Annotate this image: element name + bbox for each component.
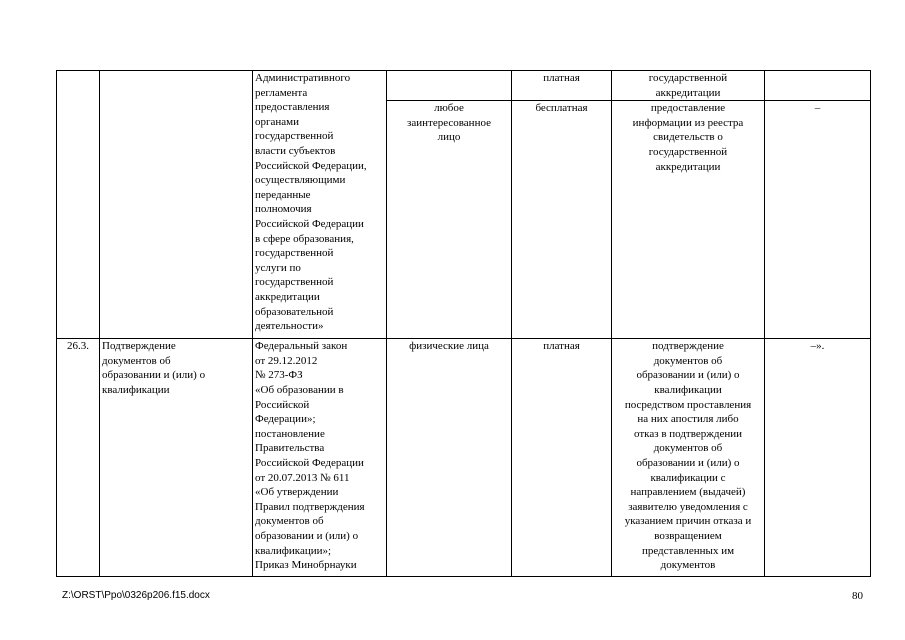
cell-recipient: физические лица — [387, 339, 512, 577]
cell-result: подтверждение документов об образовании и (или) о квалификации посредством проставления на них апостиля либо отказ в подтверждении документов об образовании и (или) о квалификации с направлением (выдачей) заявителю уведомления с указанием причин отказа и возвращением представленных им документов — [612, 339, 765, 577]
cell-service-name: Подтверждение документов об образовании и (или) о квалификации — [100, 339, 253, 577]
cell-result: государственной аккредитации — [612, 71, 765, 101]
cell-legal-basis: Административного регламента предоставления органами государственной власти субъектов Российской Федерации, осуществляющими переданные полномочия Российской Федерации в сфере образования, государственной услуги по государственной аккредитации образовательной деятельности» — [253, 71, 387, 339]
cell-number — [57, 71, 100, 339]
cell-recipient: любое заинтересованное лицо — [387, 101, 512, 339]
cell-note: – — [765, 101, 871, 339]
cell-note: –». — [765, 339, 871, 577]
cell-payment: бесплатная — [512, 101, 612, 339]
cell-result: предоставление информации из реестра свидетельств о государственной аккредитации — [612, 101, 765, 339]
table-row — [57, 339, 871, 577]
cell-payment: платная — [512, 71, 612, 101]
cell-legal-basis: Федеральный закон от 29.12.2012 № 273-ФЗ «Об образовании в Российской Федерации»; постановление Правительства Российской Федерации от 20.07.2013 № 611 «Об утверждении Правил подтверждения документов об образовании и (или) о квалификации»; Приказ Минобрнауки — [253, 339, 387, 577]
cell-note — [765, 71, 871, 101]
cell-number: 26.3. — [57, 339, 100, 577]
cell-payment: платная — [512, 339, 612, 577]
footer-file-path: Z:\ORST\Ppo\0326p206.f15.docx — [62, 590, 210, 601]
footer-page-number: 80 — [852, 590, 863, 602]
services-table — [56, 70, 871, 577]
cell-recipient — [387, 71, 512, 101]
cell-service-name — [100, 71, 253, 339]
table-row — [57, 71, 871, 101]
